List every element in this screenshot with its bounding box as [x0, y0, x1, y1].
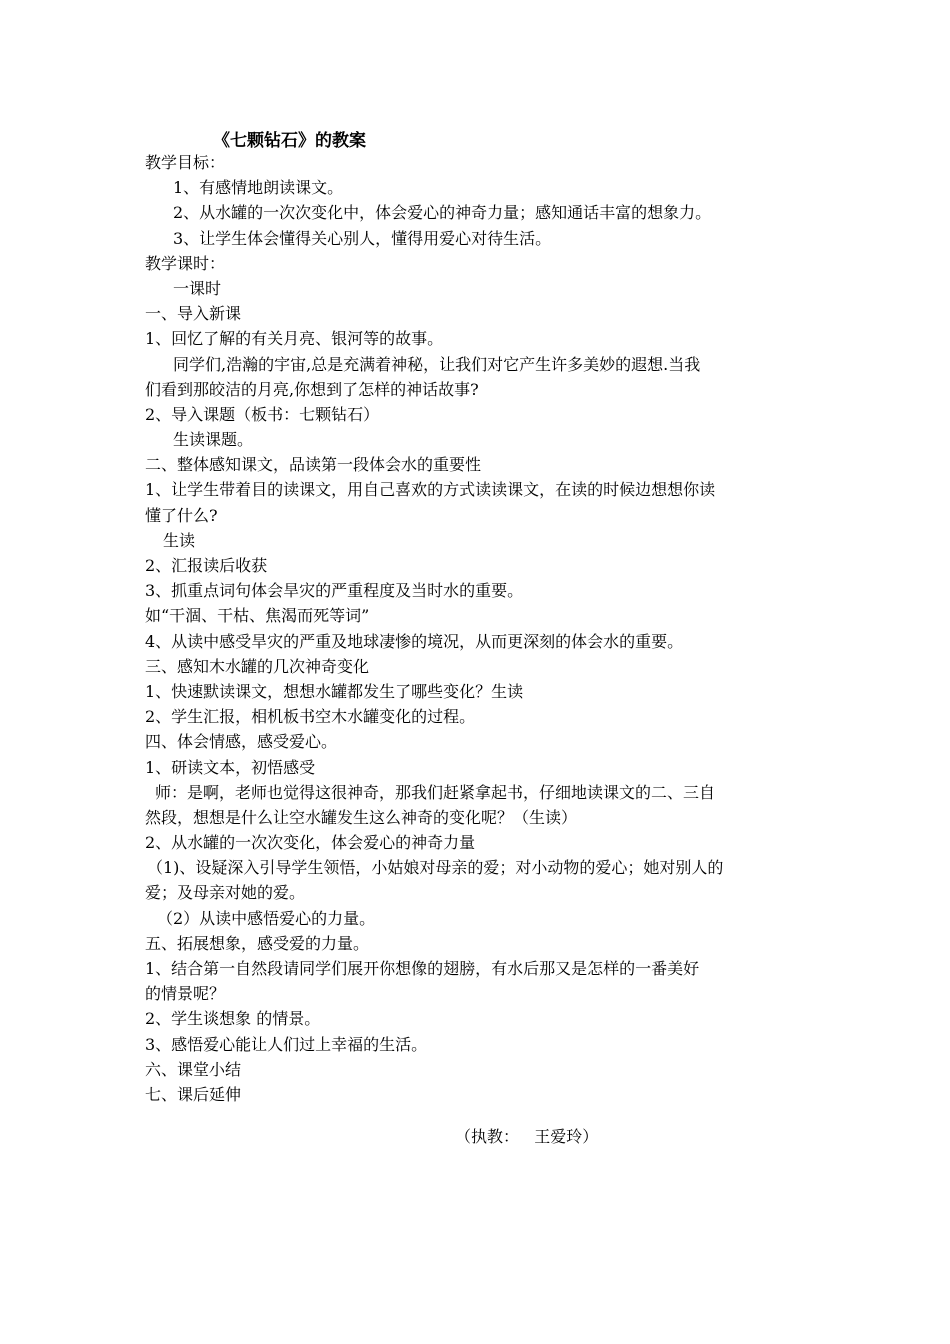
text-line: 爱；及母亲对她的爱。	[145, 883, 306, 903]
text-line: 1、结合第一自然段请同学们展开你想像的翅膀，有水后那又是怎样的一番美好	[145, 959, 700, 978]
text-line: 1、研读文本，初悟感受	[145, 757, 316, 777]
section-heading: 教学目标：	[145, 153, 226, 172]
objective-item: 3、让学生体会懂得关心别人，懂得用爱心对待生活。	[173, 228, 552, 248]
objective-item: 2、从水罐的一次次变化中，体会爱心的神奇力量；感知通话丰富的想象力。	[173, 203, 712, 223]
section-heading: 四、体会情感，感受爱心。	[145, 732, 338, 752]
text-line: （2）从读中感悟爱心的力量。	[157, 908, 376, 928]
text-line: 2、学生汇报，相机板书空木水罐变化的过程。	[145, 707, 476, 727]
text-line: 2、学生谈想象 的情景。	[145, 1009, 321, 1029]
text-line: 1、让学生带着目的读课文，用自己喜欢的方式读读课文，在读的时候边想想你读	[145, 480, 716, 500]
text-line: 1、快速默读课文，想想水罐都发生了哪些变化？生读	[145, 681, 524, 701]
text-line: 2、汇报读后收获	[145, 556, 268, 575]
text-line: 如“干涸、干枯、焦渴而死等词”	[145, 606, 370, 626]
text-line: （1)、设疑深入引导学生领悟，小姑娘对母亲的爱；对小动物的爱心；她对别人的	[147, 858, 724, 878]
text-line: 同学们,浩瀚的宇宙,总是充满着神秘，让我们对它产生许多美妙的遐想.当我	[173, 354, 701, 374]
section-heading: 一、导入新课	[145, 304, 242, 324]
section-heading: 二、整体感知课文，品读第一段体会水的重要性	[145, 455, 482, 475]
section-heading: 五、拓展想象，感受爱的力量。	[145, 933, 370, 953]
text-line: 然段，想想是什么让空水罐发生这么神奇的变化呢？（生读）	[145, 807, 578, 827]
text-line: 的情景呢？	[145, 984, 226, 1004]
document-body	[145, 150, 810, 1107]
text-line: 师：是啊，老师也觉得这很神奇，那我们赶紧拿起书，仔细地读课文的二、三自	[155, 782, 716, 802]
text-line: 4、从读中感受旱灾的严重及地球凄惨的境况，从而更深刻的体会水的重要。	[145, 631, 684, 651]
text-line: 2、导入课题（板书：七颗钻石）	[145, 404, 380, 424]
section-heading: 教学课时：	[145, 253, 226, 273]
objective-item: 1、有感情地朗读课文。	[173, 178, 344, 198]
text-line: 3、抓重点词句体会旱灾的严重程度及当时水的重要。	[145, 581, 524, 601]
text-line: 生读课题。	[173, 430, 254, 450]
text-line: 生读	[163, 530, 196, 550]
section-heading: 六、课堂小结	[145, 1059, 242, 1079]
document-title: 《七颗钻石》的教案	[213, 131, 366, 151]
text-line: 3、感悟爱心能让人们过上幸福的生活。	[145, 1034, 428, 1054]
teacher-signature: （执教： 王爱玲）	[455, 1127, 599, 1146]
section-heading: 七、课后延伸	[145, 1084, 242, 1104]
text-line: 们看到那皎洁的月亮,你想到了怎样的神话故事?	[145, 379, 479, 399]
section-heading: 三、感知木水罐的几次神奇变化	[145, 656, 370, 676]
text-line: 一课时	[173, 278, 222, 298]
text-line: 2、从水罐的一次次变化，体会爱心的神奇力量	[145, 833, 476, 853]
text-line: 1、回忆了解的有关月亮、银河等的故事。	[145, 329, 444, 349]
text-line: 懂了什么?	[145, 505, 218, 525]
